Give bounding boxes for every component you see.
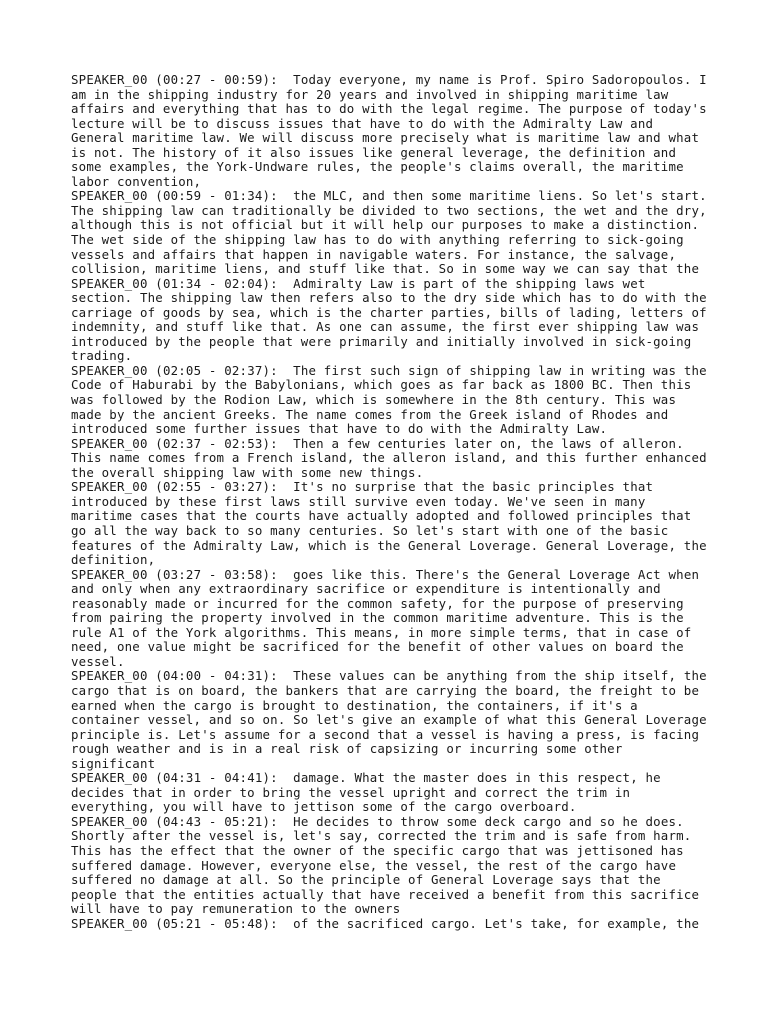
segment-header bbox=[71, 567, 293, 582]
segment-text: He decides to throw some deck cargo and so he does. Shortly after the vessel is, let's say, corrected the trim and is safe from harm. This has the effect that the owner of the specific cargo that was jettisoned has suffered damage. However, everyone else, the vessel, the rest of the cargo have suffered no damage at all. So the principle of General Loverage says that the people that the entities actually that have received a benefit from this sacrifice will have to pay remuneration to the owners bbox=[71, 813, 700, 917]
timestamp: (00:27 - 00:59): bbox=[155, 72, 278, 87]
segment-text: Admiralty Law is part of the shipping laws wet section. The shipping law then refers also to the dry side which has to do with the carriage of goods by sea, which is the charter parties, bills of lading, letters of indemnity, and stuff like that. As one can assume, the first ever shipping law was introduced by the people that were primarily and initially involved in sick-going trading. bbox=[71, 275, 707, 364]
segment-text: damage. What the master does in this respect, he decides that in order to bring the vessel upright and correct the trim in everything, you will have to jettison some of the cargo overboard. bbox=[71, 770, 661, 815]
transcript-segment bbox=[71, 277, 711, 364]
segment-text: Then a few centuries later on, the laws of alleron. This name comes from a French island, the alleron island, and this further enhanced the overall shipping law with some new things. bbox=[71, 435, 707, 480]
timestamp: (01:34 - 02:04): bbox=[155, 275, 278, 291]
speaker-label: SPEAKER_00 bbox=[71, 72, 148, 87]
speaker-label: SPEAKER_00 bbox=[71, 813, 148, 829]
segment-header bbox=[71, 363, 293, 378]
transcript-segment bbox=[71, 568, 711, 670]
speaker-label: SPEAKER_00 bbox=[71, 275, 148, 291]
speaker-label: SPEAKER_00 bbox=[71, 915, 148, 931]
segment-header bbox=[71, 276, 293, 291]
segment-header bbox=[71, 72, 293, 87]
transcript-segment bbox=[71, 815, 711, 917]
speaker-label: SPEAKER_00 bbox=[71, 770, 148, 786]
segment-text: goes like this. There's the General Loverage Act when and only when any extraordinary sacrifice or expenditure is intentionally and reasonably made or incurred for the common safety, for the purpose of preserving from pairing the property involved in the common maritime adventure. This is the rule A1 of the York algorithms. This means, in more simple terms, that in case of need, one value might be sacrificed for the benefit of other values on board the vessel. bbox=[71, 566, 700, 669]
segment-text: the MLC, and then some maritime liens. So let's start. The shipping law can traditionally be divided to two sections, the wet and the dry, although this is not official but it will help our purposes to make a distinction. The wet side of the shipping law has to do with anything referring to sick-going vessels and affairs that happen in navigable waters. For instance, the salvage, collision, maritime liens, and stuff like that. So in some way we can say that the bbox=[71, 188, 707, 277]
speaker-label: SPEAKER_00 bbox=[71, 566, 148, 582]
timestamp: (04:00 - 04:31): bbox=[155, 668, 278, 684]
segment-header bbox=[71, 188, 293, 203]
segment-header bbox=[71, 916, 293, 931]
transcript-segment bbox=[71, 189, 711, 276]
timestamp: (03:27 - 03:58): bbox=[155, 566, 278, 582]
segment-text: It's no surprise that the basic principles that introduced by these first laws still survive even today. We've seen in many maritime cases that the courts have actually adopted and followed principles that go all the way back to so many centuries. So let's start with one of the basic features of the Admiralty Law, which is the General Loverage. General Loverage, the definition, bbox=[71, 479, 707, 568]
segment-text: of the sacrificed cargo. Let's take, for example, the bbox=[293, 915, 700, 931]
transcript-segment bbox=[71, 917, 711, 932]
speaker-label: SPEAKER_00 bbox=[71, 479, 148, 495]
speaker-label: SPEAKER_00 bbox=[71, 188, 148, 204]
speaker-label: SPEAKER_00 bbox=[71, 435, 148, 451]
transcript-segment bbox=[71, 669, 711, 771]
transcript-document bbox=[71, 73, 711, 931]
transcript-segment bbox=[71, 364, 711, 437]
transcript-segment bbox=[71, 437, 711, 481]
segment-header bbox=[71, 479, 293, 494]
transcript-segment bbox=[71, 771, 711, 815]
transcript-segment bbox=[71, 73, 711, 189]
segment-text: Today everyone, my name is Prof. Spiro Sadoropoulos. I am in the shipping industry for 20 years and involved in shipping maritime law affairs and everything that has to do with the legal regime. The purpose of today's lecture will be to discuss issues that have to do with the Admiralty Law and General maritime law. We will discuss more precisely what is maritime law and what is not. The history of it also issues like general leverage, the definition and some examples, the York-Undware rules, the people's claims overall, the maritime labor convention, bbox=[71, 72, 707, 189]
timestamp: (02:05 - 02:37): bbox=[155, 362, 278, 378]
speaker-label: SPEAKER_00 bbox=[71, 668, 148, 684]
timestamp: (02:37 - 02:53): bbox=[155, 435, 278, 451]
timestamp: (00:59 - 01:34): bbox=[155, 188, 278, 204]
timestamp: (02:55 - 03:27): bbox=[155, 479, 278, 495]
segment-text: The first such sign of shipping law in writing was the Code of Haburabi by the Babylonians, which goes as far back as 1800 BC. Then this was followed by the Rodion Law, which is somewhere in the 8th century. This was made by the ancient Greeks. The name comes from the Greek island of Rhodes and introduced some further issues that have to do with the Admiralty Law. bbox=[71, 362, 707, 437]
segment-header bbox=[71, 770, 293, 785]
segment-header bbox=[71, 814, 293, 829]
segment-header bbox=[71, 668, 293, 683]
segment-text: These values can be anything from the ship itself, the cargo that is on board, the bankers that are carrying the board, the freight to be earned when the cargo is brought to destination, the containers, if it's a container vessel, and so on. So let's give an example of what this General Loverage principle is. Let's assume for a second that a vessel is having a press, is facing rough weather and is in a real risk of capsizing or incurring some other significant bbox=[71, 668, 707, 771]
timestamp: (05:21 - 05:48): bbox=[155, 915, 278, 931]
speaker-label: SPEAKER_00 bbox=[71, 362, 148, 378]
segment-header bbox=[71, 436, 293, 451]
timestamp: (04:31 - 04:41): bbox=[155, 770, 278, 786]
timestamp: (04:43 - 05:21): bbox=[155, 813, 278, 829]
transcript-segment bbox=[71, 480, 711, 567]
